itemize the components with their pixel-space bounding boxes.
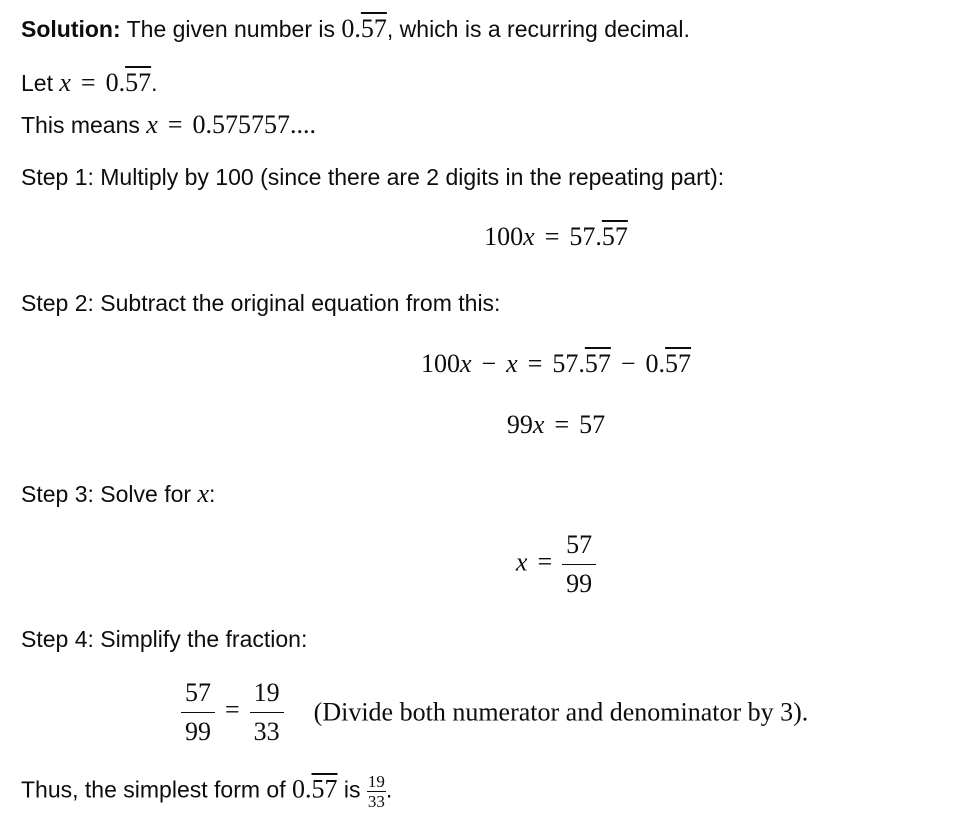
means-math: x = 0.575757.... xyxy=(146,110,316,139)
conclusion-line: Thus, the simplest form of 0.57 is $\frac{19}{33}$ . xyxy=(21,772,393,811)
intro-text-after: , which is a recurring decimal. xyxy=(386,16,690,42)
step4-equation: $\frac{57}{99}$ = $\frac{19}{33}$ (Divide both numerator and denominator by 3). xyxy=(181,678,808,747)
step1-text: Step 1: Multiply by 100 (since there are 2 digits in the repeating part): xyxy=(21,164,725,190)
let-text: Let xyxy=(21,70,60,96)
step3-text: Step 3: Solve for x: xyxy=(21,479,216,508)
means-text: This means xyxy=(21,112,147,138)
means-line xyxy=(21,109,316,140)
let-math: x = 0.57 xyxy=(59,68,152,97)
intro-number: 0.57 xyxy=(341,14,387,43)
step2-text: Step 2: Subtract the original equation from this: xyxy=(21,290,501,316)
step4-text: Step 4: Simplify the fraction: xyxy=(21,626,308,652)
conclusion-number: 0.57 xyxy=(291,774,338,804)
fraction-19-33-inline: $\frac{19}{33}$ xyxy=(367,772,385,811)
step2-equation-2: 99x = 57 xyxy=(506,410,606,439)
fraction-19-33: $\frac{19}{33}$ xyxy=(250,678,284,747)
step2-equation-1: 100x − x = 57.57 − 0.57 xyxy=(420,349,692,378)
fraction-57-99: $\frac{57}{99}$ xyxy=(181,678,215,747)
intro-text-before: The given number is xyxy=(120,16,342,42)
let-line: Let x = 0.57. xyxy=(21,68,158,97)
step1-equation: 100x = 57.57 xyxy=(484,222,628,251)
step3-equation: x = $\frac{57}{99}$ xyxy=(0,530,978,599)
repeating-digits: 57 xyxy=(360,14,387,43)
fraction-57-99: $\frac{57}{99}$ xyxy=(562,530,596,599)
solution-intro xyxy=(21,13,690,44)
solution-label: Solution: xyxy=(21,16,121,42)
division-note: (Divide both numerator and denominator by 3). xyxy=(313,697,809,727)
